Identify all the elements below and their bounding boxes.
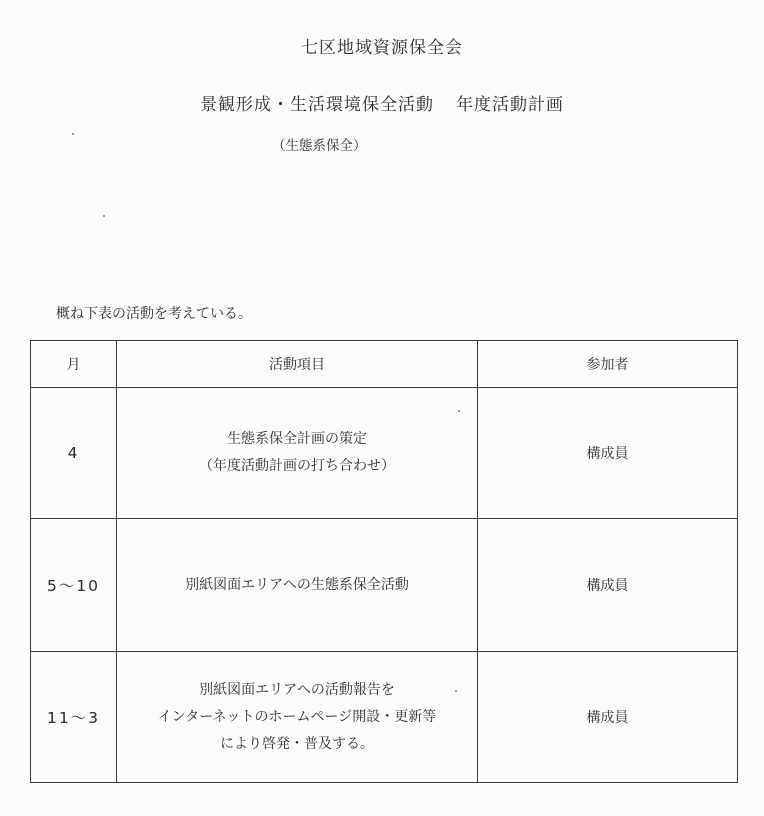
scan-speck: [458, 410, 460, 412]
plan-title-main: 景観形成・生活環境保全活動: [200, 95, 434, 115]
activity-line: 別紙図面エリアへの活動報告を: [199, 681, 395, 698]
scan-speck: [455, 690, 457, 692]
subtitle: （生態系保全）: [272, 138, 367, 154]
month-value: 5〜10: [46, 577, 101, 595]
month-value: 11〜3: [46, 709, 101, 727]
activity-cell: [117, 652, 478, 783]
scan-speck: [72, 133, 74, 135]
month-cell: [31, 652, 117, 783]
activity-line: 生態系保全計画の策定: [227, 431, 367, 447]
activity-header: 活動項目: [117, 341, 478, 388]
scan-speck: [103, 215, 105, 217]
table-header-row: [31, 341, 738, 388]
participants-header: 参加者: [478, 341, 738, 388]
activity-line: 別紙図面エリアへの生態系保全活動: [185, 576, 409, 593]
table-row: [31, 519, 738, 652]
activity-plan-table: [30, 340, 738, 783]
month-header: 月: [31, 341, 117, 388]
table-row: [31, 652, 738, 783]
month-value: 4: [67, 444, 80, 462]
participants-cell: 構成員: [478, 652, 738, 783]
activity-cell: [117, 519, 478, 652]
month-cell: [31, 519, 117, 652]
activity-line: （年度活動計画の打ち合わせ）: [199, 458, 395, 474]
activity-line: インターネットのホームページ開設・更新等: [157, 708, 437, 725]
organization-title: 七区地域資源保全会: [301, 38, 463, 58]
participants-cell: 構成員: [478, 519, 738, 652]
activity-line: により啓発・普及する。: [220, 735, 374, 752]
activity-cell: [117, 388, 478, 519]
intro-text: 概ね下表の活動を考えている。: [56, 306, 252, 322]
plan-title-year: 年度活動計画: [456, 95, 564, 115]
table-row: [31, 388, 738, 519]
participants-cell: 構成員: [478, 388, 738, 519]
plan-title: [0, 90, 764, 115]
month-cell: [31, 388, 117, 519]
